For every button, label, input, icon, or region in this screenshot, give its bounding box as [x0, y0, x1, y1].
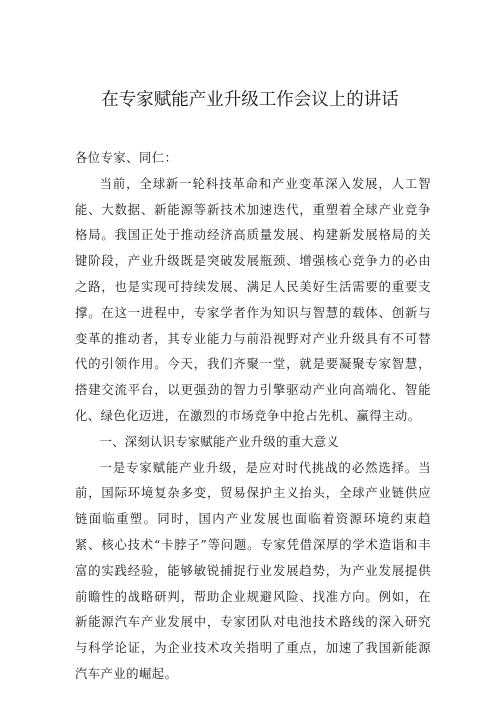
- salutation: 各位专家、同仁：: [75, 151, 178, 165]
- document-title: 在专家赋能产业升级工作会议上的讲话: [101, 90, 399, 110]
- section-heading: 一、深刻认识专家赋能产业升级的重大意义: [99, 434, 339, 449]
- intro-paragraph: 当前，全球新一轮科技革命和产业变革深入发展，人工智能、大数据、新能源等新技术加速迭代，重塑着全球产业竞争格局。我国正处于推动经济高质量发展、构建新发展格局的关键阶段，产业升级既是突破发展瓶颈、增强核心竞争力的必由之路，也是实现可持续发展、满足人民美好生活需要的重要支撑。在这一进程中，专家学者作为知识与智慧的载体、创新与变革的推动者，其专业能力与前沿视野对产业升级具有不可替代的引领作用。今天，我们齐聚一堂，就是要凝聚专家智慧，搭建交流平台，以更强劲的智力引擎驱动产业向高端化、智能化、绿色化迈进，在激烈的市场竞争中抢占先机、赢得主动。: [75, 176, 431, 423]
- document-body: [75, 146, 431, 688]
- section-paragraph: 一是专家赋能产业升级，是应对时代挑战的必然选择。当前，国际环境复杂多变，贸易保护主义抬头，全球产业链供应链面临重塑。同时，国内产业发展也面临着资源环境约束趋紧、核心技术“卡脖子”等问题。专家凭借深厚的学术造诣和丰富的实践经验，能够敏锐捕捉行业发展趋势，为产业发展提供前瞻性的战略研判，帮助企业规避风险、找准方向。例如，在新能源汽车产业发展中，专家团队对电池技术路线的深入研究与科学论证，为企业技术攻关指明了重点，加速了我国新能源汽车产业的崛起。: [75, 460, 431, 681]
